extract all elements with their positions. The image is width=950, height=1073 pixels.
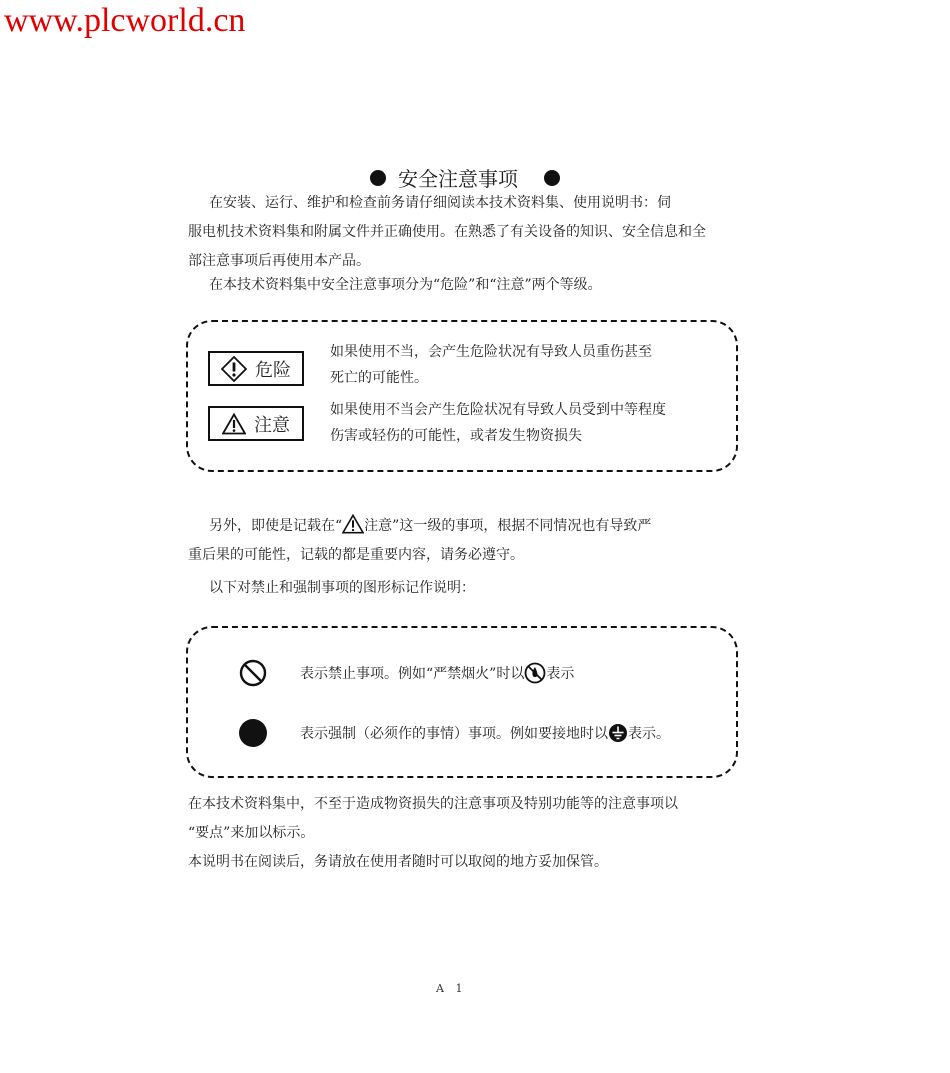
no-fire-icon — [524, 662, 546, 684]
mandatory-text: 表示。 — [628, 726, 670, 742]
ground-icon — [608, 723, 628, 743]
danger-diamond-icon — [221, 356, 247, 382]
caution-triangle-icon — [342, 514, 364, 534]
caution-description — [330, 397, 666, 449]
note-line: 重后果的可能性，记载的都是重要内容，请务必遵守。 — [188, 547, 524, 563]
closing-line: “要点”来加以标示。 — [188, 825, 315, 841]
title-text: 安全注意事项 — [398, 167, 518, 191]
bullet-dot-icon — [370, 170, 386, 186]
prohibition-text: 表示 — [546, 666, 575, 682]
danger-desc-line: 如果使用不当，会产生危险状况有导致人员重伤甚至 — [330, 344, 652, 360]
caution-desc-line: 伤害或轻伤的可能性，或者发生物资损失 — [330, 428, 582, 444]
closing-line: 在本技术资料集中，不至于造成物资损失的注意事项及特别功能等的注意事项以 — [188, 796, 678, 812]
caution-desc-line: 如果使用不当会产生危险状况有导致人员受到中等程度 — [330, 402, 666, 418]
note-paragraph — [188, 512, 651, 570]
symbols-intro: 以下对禁止和强制事项的图形标记作说明： — [209, 580, 475, 596]
mandatory-row — [238, 718, 670, 748]
caution-label — [208, 406, 304, 441]
prohibition-text: 表示禁止事项。例如“严禁烟火”时以 — [300, 666, 525, 682]
caution-triangle-icon — [222, 413, 246, 435]
bullet-dot-icon — [544, 170, 560, 186]
closing-paragraph — [188, 790, 678, 877]
closing-line: 本说明书在阅读后，务请放在使用者随时可以取阅的地方妥加保管。 — [188, 854, 608, 870]
note-text: 注意”这一级的事项，根据不同情况也有导致严 — [364, 518, 652, 534]
danger-label-text: 危险 — [255, 359, 291, 381]
levels-intro: 在本技术资料集中安全注意事项分为“危险”和“注意”两个等级。 — [209, 277, 602, 293]
mandatory-icon — [238, 718, 268, 748]
intro-line: 部注意事项后再使用本产品。 — [188, 253, 370, 269]
symbols-box — [186, 626, 738, 778]
intro-line: 在安装、运行、维护和检查前务请仔细阅读本技术资料集、使用说明书：伺 — [209, 195, 671, 211]
prohibition-row — [238, 658, 574, 688]
caution-label-text: 注意 — [254, 414, 290, 436]
note-line — [188, 512, 651, 541]
mandatory-text: 表示强制（必须作的事情）事项。例如要接地时以 — [300, 726, 608, 742]
danger-desc-line: 死亡的可能性。 — [330, 370, 428, 386]
note-text: 另外，即使是记载在“ — [209, 518, 343, 534]
page-title — [370, 163, 560, 192]
page-number: A 1 — [436, 982, 467, 995]
prohibition-icon — [238, 658, 268, 688]
watermark: www.plcworld.cn — [4, 2, 246, 39]
intro-paragraph — [188, 189, 748, 276]
intro-line: 服电机技术资料集和附属文件并正确使用。在熟悉了有关设备的知识、安全信息和全 — [188, 224, 706, 240]
danger-description — [330, 339, 652, 391]
danger-label — [208, 351, 304, 386]
